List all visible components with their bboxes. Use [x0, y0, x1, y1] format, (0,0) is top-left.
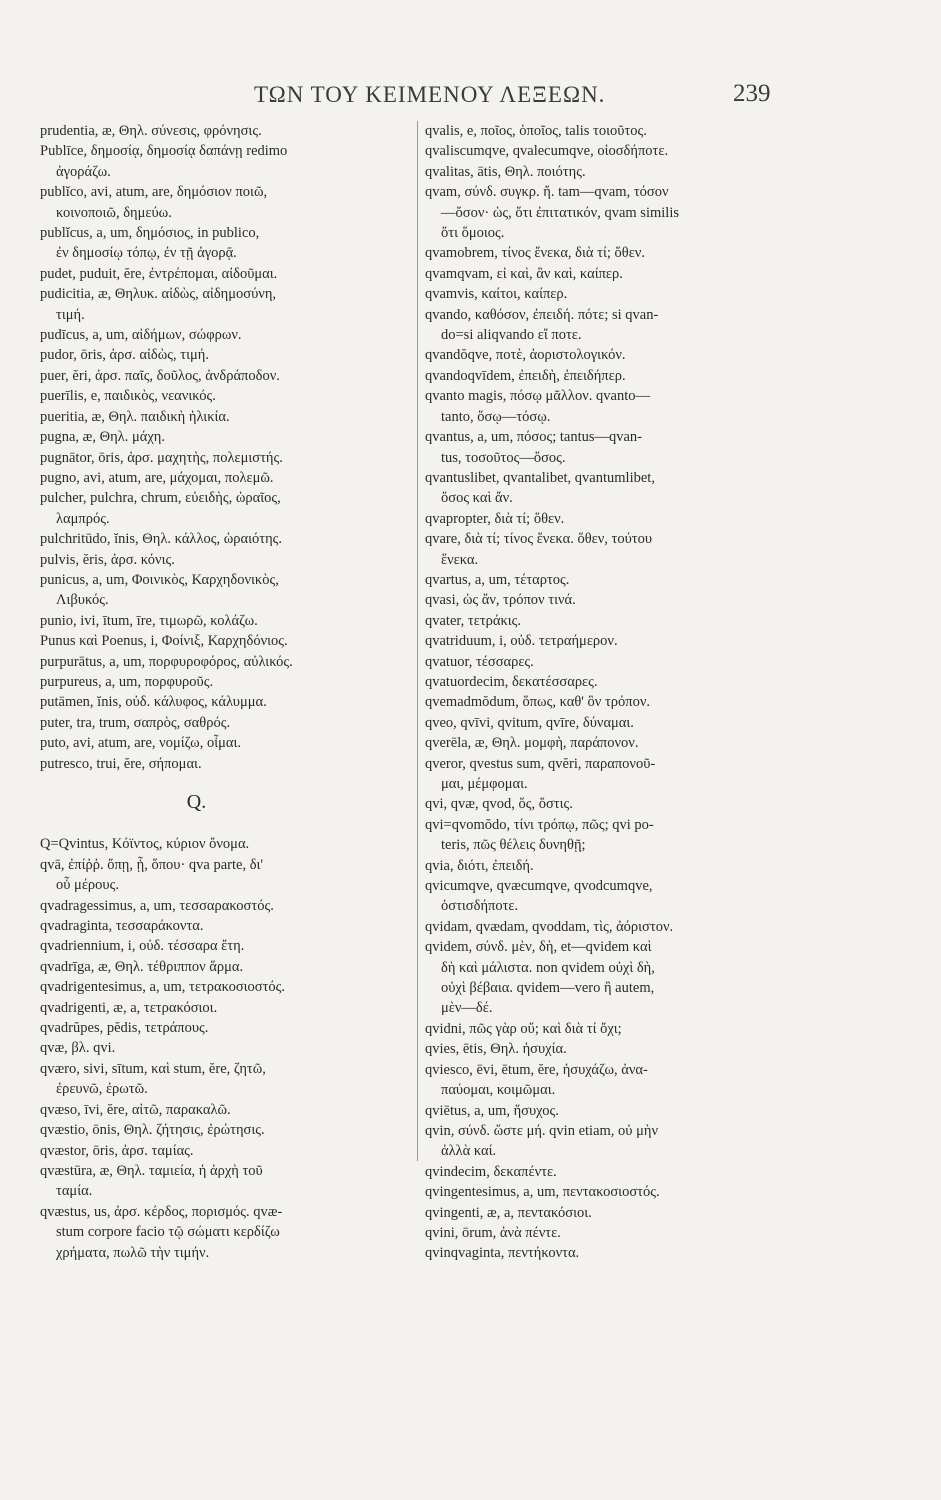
dictionary-line: ὁστισδήποτε.	[441, 898, 519, 915]
dictionary-line: qvæstūra, æ, Θηλ. ταμιεία, ἡ ἀρχὴ τοῦ	[40, 1162, 263, 1179]
dictionary-line: Λιβυκός.	[56, 592, 109, 609]
dictionary-line: χρήματα, πωλῶ τὴν τιμήν.	[56, 1244, 210, 1261]
dictionary-line: ὅτι ὅμοιος.	[441, 225, 505, 242]
dictionary-line: τιμή.	[56, 306, 85, 323]
left-entries-p	[40, 121, 413, 774]
dictionary-line: qvadrigenti, æ, a, τετρακόσιοι.	[40, 999, 218, 1016]
dictionary-line: qvindecim, δεκαπέντε.	[425, 1163, 557, 1180]
dictionary-line: qvæstio, ōnis, Θηλ. ζήτησις, ἐρώτησις.	[40, 1122, 265, 1139]
dictionary-line: qvantus, a, um, πόσος; tantus—qvan-	[425, 429, 643, 446]
dictionary-line: qvare, διὰ τί; τίνος ἕνεκα. ὅθεν, τούτου	[425, 531, 653, 548]
dictionary-line: qveo, qvīvi, qvitum, qvīre, δύναμαι.	[425, 714, 634, 731]
dictionary-line: puer, ĕri, ἀρσ. παῖς, δοῦλος, ἀνδράποδον.	[40, 367, 280, 384]
dictionary-line: qvidni, πῶς γὰρ οὔ; καὶ διὰ τί ὄχι;	[425, 1020, 622, 1037]
dictionary-line: μαι, μέμφομαι.	[441, 776, 528, 792]
dictionary-line: qvartus, a, um, τέταρτος.	[425, 571, 570, 588]
dictionary-line: —ὅσον· ὡς, ὅτι ἐπιτατικόν, qvam similis	[441, 204, 679, 221]
dictionary-line: qvā, ἐπίῤῥ. ὅπῃ, ᾗ, ὅπου· qva parte, δι'	[40, 856, 264, 873]
dictionary-line: do=si aliqvando εἴ ποτε.	[441, 327, 582, 344]
dictionary-line: pulcher, pulchra, chrum, εὐειδὴς, ὡραῖος,	[40, 490, 281, 507]
dictionary-line: qverēla, æ, Θηλ. μομφὴ, παράπονον.	[425, 735, 639, 752]
dictionary-line: qvatuor, τέσσαρες.	[425, 653, 534, 670]
dictionary-line: qvater, τετράκις.	[425, 612, 522, 629]
dictionary-line: qvando, καθόσον, ἐπειδή. πότε; si qvan-	[425, 306, 659, 323]
dictionary-line: qvapropter, διὰ τί; ὅθεν.	[425, 510, 565, 527]
dictionary-line: qvamobrem, τίνος ἕνεκα, διὰ τί; ὅθεν.	[425, 245, 645, 262]
dictionary-line: δὴ καὶ μάλιστα. non qvidem οὐχὶ δὴ,	[441, 959, 655, 976]
dictionary-line: pudicitia, æ, Θηλυκ. αἰδὼς, αἰδημοσύνη,	[40, 286, 277, 303]
dictionary-line: μὲν—δέ.	[441, 1000, 493, 1017]
dictionary-line: pudor, ōris, ἀρσ. αἰδὼς, τιμή.	[40, 347, 209, 364]
dictionary-line: qvies, ētis, Θηλ. ἡσυχία.	[425, 1041, 567, 1058]
dictionary-line: qvamvis, καίτοι, καίπερ.	[425, 286, 568, 303]
dictionary-line: publĭcus, a, um, δημόσιος, in publico,	[40, 225, 260, 242]
dictionary-line: qvadrigentesimus, a, um, τετρακοσιοστός.	[40, 979, 286, 996]
dictionary-line: λαμπρός.	[56, 510, 110, 527]
dictionary-line: qvi, qvæ, qvod, ὅς, ὅστις.	[425, 796, 573, 813]
dictionary-line: qvingentesimus, a, um, πεντακοσιοστός.	[425, 1184, 660, 1201]
dictionary-line: qvidem, σύνδ. μὲν, δὴ, et—qvidem καὶ	[425, 939, 652, 956]
dictionary-line: qvalis, e, ποῖος, ὁποῖος, talis τοιοῦτος.	[425, 123, 647, 139]
dictionary-line: qvemadmŏdum, ὅπως, καθ' ὃν τρόπον.	[425, 694, 651, 711]
dictionary-line: qvinqvaginta, πεντήκοντα.	[425, 1245, 580, 1262]
dictionary-line: qvæ, βλ. qvi.	[40, 1040, 116, 1057]
dictionary-line: qvadrīga, æ, Θηλ. τέθριππον ἅρμα.	[40, 958, 244, 975]
dictionary-line: pudet, puduit, ĕre, ἐντρέπομαι, αἰδοῦμαι.	[40, 265, 278, 282]
dictionary-line: ἕνεκα.	[441, 551, 479, 568]
right-column	[425, 121, 795, 1264]
dictionary-line: Q=Qvintus, Κόϊντος, κύριον ὄνομα.	[40, 836, 250, 853]
dictionary-line: qvadragessimus, a, um, τεσσαρακοστός.	[40, 897, 274, 914]
dictionary-line: purpureus, a, um, πορφυροῦς.	[40, 673, 214, 690]
dictionary-line: putāmen, ĭnis, οὐδ. κάλυφος, κάλυμμα.	[40, 694, 267, 711]
dictionary-line: qværo, sivi, sītum, καὶ stum, ĕre, ζητῶ,	[40, 1060, 266, 1077]
dictionary-line: Publīce, δημοσίᾳ, δημοσίᾳ δαπάνῃ redimo	[40, 143, 288, 160]
dictionary-line: pulchritūdo, ĭnis, Θηλ. κάλλος, ὡραιότης.	[40, 531, 283, 548]
left-column	[40, 121, 413, 1263]
dictionary-line: teris, πῶς θέλεις δυνηθῇ;	[441, 837, 586, 854]
dictionary-line: qvatuordecim, δεκατέσσαρες.	[425, 673, 598, 690]
dictionary-line: qvia, διότι, ἐπειδή.	[425, 857, 534, 874]
dictionary-line: qvandŏqve, ποτὲ, ἀοριστολογικόν.	[425, 347, 626, 364]
dictionary-line: qvini, ōrum, ἀνὰ πέντε.	[425, 1224, 561, 1241]
dictionary-line: puto, avi, atum, are, νομίζω, οἶμαι.	[40, 735, 241, 752]
section-letter-heading: Q.	[186, 791, 207, 813]
dictionary-line: pugnātor, ōris, ἀρσ. μαχητὴς, πολεμιστής.	[40, 449, 283, 466]
dictionary-line: qvi=qvomŏdo, τίνι τρόπῳ, πῶς; qvi po-	[425, 816, 654, 833]
dictionary-line: pugna, æ, Θηλ. μάχη.	[40, 429, 165, 446]
dictionary-line: prudentia, æ, Θηλ. σύνεσις, φρόνησις.	[40, 123, 262, 139]
dictionary-line: ὅσος καὶ ἄν.	[441, 490, 513, 507]
dictionary-line: qvæso, īvi, ĕre, αἰτῶ, παρακαλῶ.	[40, 1101, 231, 1118]
dictionary-line: ἀγοράζω.	[56, 163, 111, 180]
dictionary-line: qvæstor, ōris, ἀρσ. ταμίας.	[40, 1142, 194, 1159]
dictionary-line: qvaliscumqve, qvalecumqve, οἱοσδήποτε.	[425, 143, 669, 160]
dictionary-line: qvadriennium, i, οὐδ. τέσσαρα ἔτη.	[40, 938, 245, 955]
dictionary-line: κοινοποιῶ, δημεύω.	[56, 204, 172, 221]
dictionary-line: pugno, avi, atum, are, μάχομαι, πολεμῶ.	[40, 469, 274, 486]
dictionary-line: qvasi, ὡς ἄν, τρόπον τινά.	[425, 592, 576, 609]
dictionary-line: qvadraginta, τεσσαράκοντα.	[40, 918, 204, 935]
dictionary-line: pulvis, ĕris, ἀρσ. κόνις.	[40, 551, 175, 568]
dictionary-line: qvalitas, ātis, Θηλ. ποιότης.	[425, 163, 586, 180]
dictionary-line: puter, tra, trum, σαπρὸς, σαθρός.	[40, 714, 231, 731]
dictionary-line: qvantuslibet, qvantalibet, qvantumlibet,	[425, 469, 655, 486]
page-number: 239	[733, 80, 771, 107]
dictionary-line: putresco, trui, ĕre, σήπομαι.	[40, 755, 202, 772]
dictionary-line: publĭco, avi, atum, are, δημόσιον ποιῶ,	[40, 184, 268, 201]
dictionary-line: tus, τοσοῦτος—ὅσος.	[441, 449, 566, 466]
dictionary-line: qvanto magis, πόσῳ μᾶλλον. qvanto—	[425, 388, 650, 405]
dictionary-line: Punus καὶ Poenus, i, Φοίνιξ, Καρχηδόνιος.	[40, 633, 288, 650]
dictionary-line: qvingenti, æ, a, πεντακόσιοι.	[425, 1204, 592, 1221]
left-entries-q	[40, 834, 413, 1263]
dictionary-line: qvæstus, us, ἀρσ. κέρδος, πορισμός. qvæ-	[40, 1203, 283, 1220]
dictionary-line: pudīcus, a, um, αἰδήμων, σώφρων.	[40, 327, 242, 344]
dictionary-line: punicus, a, um, Φοινικὸς, Καρχηδονικὸς,	[40, 571, 279, 588]
dictionary-line: ταμία.	[56, 1183, 93, 1200]
running-head-title: ΤΩΝ ΤΟΥ ΚΕΙΜΕΝΟΥ ΛΕΞΕΩΝ.	[254, 82, 606, 107]
dictionary-line: ἀλλὰ καί.	[441, 1143, 497, 1160]
dictionary-line: qveror, qvestus sum, qvĕri, παραπονοῦ-	[425, 755, 656, 772]
dictionary-line: tanto, ὅσῳ—τόσῳ.	[441, 408, 551, 425]
dictionary-line: ἐρευνῶ, ἐρωτῶ.	[56, 1081, 148, 1098]
dictionary-line: qvidam, qvædam, qvoddam, τὶς, ἀόριστον.	[425, 918, 674, 935]
dictionary-line: purpurātus, a, um, πορφυροφόρος, αὐλικός.	[40, 653, 293, 670]
dictionary-line: qvam, σύνδ. συγκρ. ἤ. tam—qvam, τόσον	[425, 184, 669, 201]
dictionary-line: pueritia, æ, Θηλ. παιδικὴ ἡλικία.	[40, 408, 230, 425]
dictionary-line: qvamqvam, εἰ καὶ, ἂν καὶ, καίπερ.	[425, 265, 623, 282]
dictionary-line: παύομαι, κοιμῶμαι.	[441, 1082, 556, 1099]
dictionary-line: qviesco, ēvi, ētum, ĕre, ἡσυχάζω, ἀνα-	[425, 1061, 648, 1078]
dictionary-line: qvatriduum, i, οὐδ. τετραήμερον.	[425, 633, 618, 650]
dictionary-line: οὗ μέρους.	[56, 877, 119, 894]
dictionary-line: qvadrŭpes, pĕdis, τετράπους.	[40, 1020, 209, 1037]
dictionary-line: qvandoqvīdem, ἐπειδὴ, ἐπειδήπερ.	[425, 367, 626, 384]
column-divider	[417, 121, 418, 1161]
dictionary-line: qvicumqve, qvæcumqve, qvodcumqve,	[425, 878, 653, 895]
dictionary-line: stum corpore facio τῷ σώματι κερδίζω	[56, 1224, 280, 1241]
dictionary-line: ἐν δημοσίῳ τόπῳ, ἐν τῇ ἀγορᾷ.	[56, 245, 237, 262]
dictionary-line: puerīlis, e, παιδικὸς, νεανικός.	[40, 388, 216, 405]
dictionary-line: qvin, σύνδ. ὥστε μή. qvin etiam, οὐ μὴν	[425, 1122, 658, 1139]
dictionary-line: qviētus, a, um, ἥσυχος.	[425, 1102, 559, 1119]
page-header	[0, 82, 941, 112]
dictionary-line: οὐχὶ βέβαια. qvidem—vero ἢ autem,	[441, 980, 655, 997]
dictionary-line: punio, ivi, ītum, īre, τιμωρῶ, κολάζω.	[40, 612, 258, 629]
